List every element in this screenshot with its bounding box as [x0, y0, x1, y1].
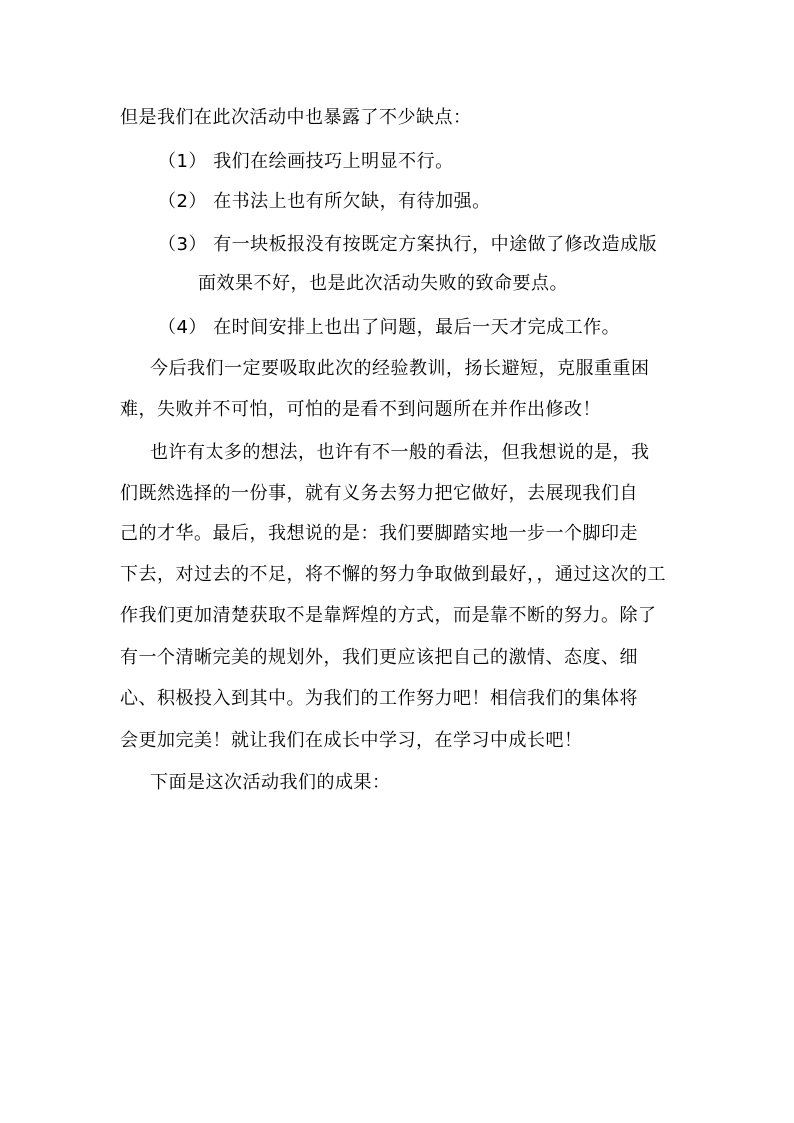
- para2-line-2: 们既然选择的一份事，就有义务去努力把它做好，去展现我们自: [120, 483, 638, 504]
- closing-line: 下面是这次活动我们的成果：: [150, 772, 391, 793]
- list-item-number: （2）: [158, 191, 207, 212]
- list-item-text: 我们在绘画技巧上明显不行。: [213, 151, 454, 172]
- list-item-number: （4）: [158, 317, 207, 338]
- list-item-3-continuation: 面效果不好，也是此次活动失败的致命要点。: [198, 273, 568, 294]
- list-item-4: [158, 316, 620, 340]
- list-item-text: 在时间安排上也出了问题，最后一天才完成工作。: [213, 317, 621, 338]
- para2-line-5: 作我们更加清楚获取不是靠辉煌的方式，而是靠不断的努力。除了: [120, 605, 657, 626]
- intro-line: 但是我们在此次活动中也暴露了不少缺点：: [120, 107, 472, 128]
- list-item-text: 在书法上也有所欠缺，有待加强。: [213, 191, 491, 212]
- list-item-number: （1）: [158, 151, 207, 172]
- para2-line-7: 心、积极投入到其中。为我们的工作努力吧！相信我们的集体将: [120, 688, 638, 709]
- para2-line-8: 会更加完美！就让我们在成长中学习，在学习中成长吧！: [120, 730, 583, 751]
- list-item-1: [158, 150, 454, 174]
- list-item-text: 有一块板报没有按既定方案执行，中途做了修改造成版: [213, 234, 658, 255]
- list-item-number: （3）: [158, 234, 207, 255]
- para2-line-1: 也许有太多的想法，也许有不一般的看法，但我想说的是，我: [150, 442, 650, 463]
- para1-line-2: 难，失败并不可怕，可怕的是看不到问题所在并作出修改！: [120, 399, 601, 420]
- para1-line-1: 今后我们一定要吸取此次的经验教训，扬长避短，克服重重困: [150, 358, 650, 379]
- para2-line-3: 己的才华。最后，我想说的是：我们要脚踏实地一步一个脚印走: [120, 523, 638, 544]
- list-item-2: [158, 190, 491, 214]
- para2-line-6: 有一个清晰完美的规划外，我们更应该把自己的激情、态度、细: [120, 647, 638, 668]
- list-item-3: [158, 233, 657, 257]
- para2-line-4: 下去，对过去的不足，将不懈的努力争取做到最好，，通过这次的工: [120, 564, 666, 585]
